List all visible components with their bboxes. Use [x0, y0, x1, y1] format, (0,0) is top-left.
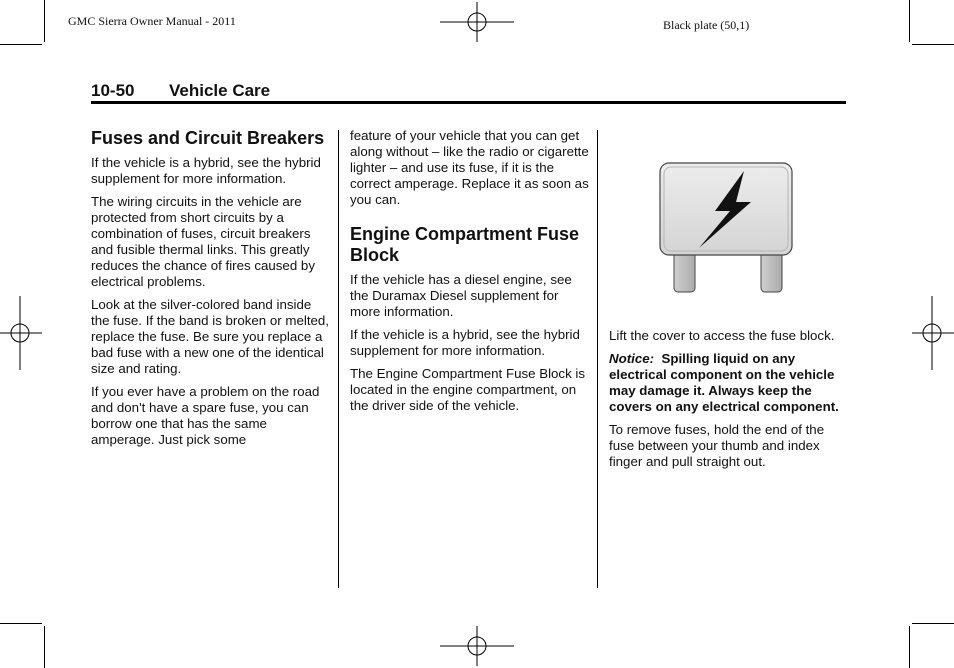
column-3 [609, 328, 849, 477]
registration-mark-top [440, 2, 514, 42]
column-divider-2 [597, 130, 598, 588]
section-heading-engine-fuse-block: Engine Compartment Fuse Block [350, 224, 580, 265]
heading-rule [91, 101, 846, 104]
notice-text: Spilling liquid on any electrical component on the vehicle may damage it. Always keep the covers on any electrical component. [609, 351, 839, 414]
column-1 [91, 128, 331, 455]
column-2 [350, 128, 590, 421]
registration-mark-left [0, 296, 42, 370]
registration-mark-bottom [440, 626, 514, 666]
running-header-title: GMC Sierra Owner Manual - 2011 [68, 14, 236, 28]
registration-mark-right [912, 296, 954, 370]
paragraph: The wiring circuits in the vehicle are protected from short circuits by a combination of fuses, circuit breakers and fusible thermal links. This greatly reduces the chance of fires caused by electrical problems. [91, 194, 315, 289]
paragraph: Lift the cover to access the fuse block. [609, 328, 835, 343]
paragraph: If the vehicle has a diesel engine, see the Duramax Diesel supplement for more information. [350, 272, 572, 319]
page-number: 10-50 [91, 81, 135, 100]
running-header-plate: Black plate (50,1) [663, 18, 750, 32]
section-title: Vehicle Care [169, 81, 271, 100]
paragraph: To remove fuses, hold the end of the fuse between your thumb and index finger and pull straight out. [609, 422, 825, 469]
notice-label: Notice: [609, 351, 655, 366]
paragraph-continued: feature of your vehicle that you can get along without – like the radio or cigarette lighter – and use its fuse, if it is the correct amperage. Replace it as soon as you can. [350, 128, 589, 207]
column-divider-1 [338, 130, 339, 588]
paragraph: Look at the silver-colored band inside the fuse. If the band is broken or melted, replace the fuse. Be sure you replace a bad fuse with a new one of the identical size and rating. [91, 297, 330, 376]
page-heading [91, 81, 270, 101]
paragraph: If you ever have a problem on the road and don't have a spare fuse, you can borrow one that has the same amperage. Just pick some [91, 384, 320, 447]
fuse-lightning-icon [655, 158, 799, 298]
paragraph: The Engine Compartment Fuse Block is located in the engine compartment, on the driver side of the vehicle. [350, 366, 586, 413]
paragraph: If the vehicle is a hybrid, see the hybrid supplement for more information. [91, 155, 321, 186]
paragraph: If the vehicle is a hybrid, see the hybrid supplement for more information. [350, 327, 580, 358]
notice [609, 351, 849, 415]
section-heading-fuses: Fuses and Circuit Breakers [91, 128, 325, 148]
